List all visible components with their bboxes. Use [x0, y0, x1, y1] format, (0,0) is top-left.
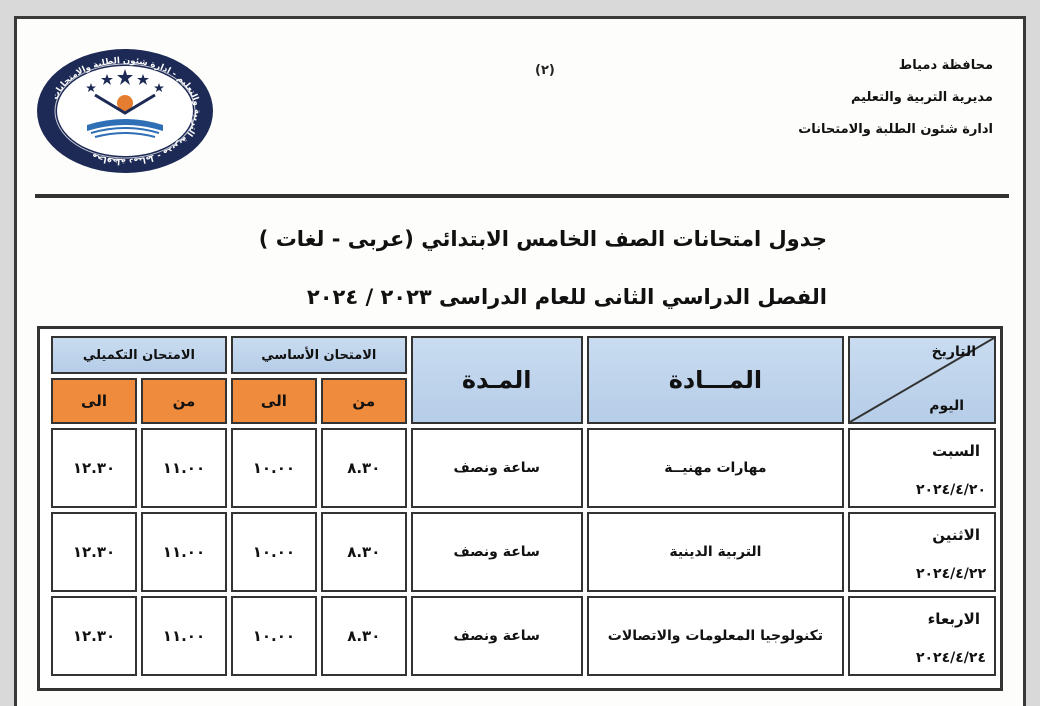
date-header-label: التاريخ [931, 344, 976, 360]
makeup-from-cell: ١١.٠٠ [141, 596, 227, 676]
date-day-header [848, 336, 996, 424]
basic-to-cell: ١٠.٠٠ [231, 428, 317, 508]
subject-cell: مهارات مهنيــة [587, 428, 845, 508]
basic-from-cell: ٨.٣٠ [321, 428, 407, 508]
makeup-exam-header: الامتحان التكميلي [51, 336, 227, 374]
document-subtitle: الفصل الدراسي الثانى للعام الدراسى ٢٠٢٣ / ٢٠٢٤ [306, 285, 827, 309]
logo-ring-text: محافظة دمياط - مديرية التربية والتعليم - ادارة شئون الطلبة والامتحانات [50, 55, 203, 167]
subject-cell: تكنولوجيا المعلومات والاتصالات [587, 596, 845, 676]
document-title: جدول امتحانات الصف الخامس الابتدائي (عربى - لغات ) [258, 227, 827, 251]
document-page [14, 16, 1026, 706]
makeup-to-header: الى [51, 378, 137, 424]
basic-to-cell: ١٠.٠٠ [231, 512, 317, 592]
day-label: السبت [931, 442, 980, 460]
duration-header: المـدة [411, 336, 583, 424]
department-line: ادارة شئون الطلبة والامتحانات [798, 122, 993, 137]
basic-from-cell: ٨.٣٠ [321, 512, 407, 592]
basic-to-cell: ١٠.٠٠ [231, 596, 317, 676]
makeup-to-cell: ١٢.٣٠ [51, 596, 137, 676]
basic-to-header: الى [231, 378, 317, 424]
duration-cell: ساعة ونصف [411, 596, 583, 676]
header-divider [35, 194, 1009, 198]
directorate-line: مديرية التربية والتعليم [850, 90, 993, 105]
day-label: الاثنين [932, 526, 980, 544]
day-date-cell [848, 596, 996, 676]
day-label: الاربعاء [927, 610, 980, 628]
day-date-cell [848, 512, 996, 592]
makeup-to-cell: ١٢.٣٠ [51, 512, 137, 592]
basic-from-cell: ٨.٣٠ [321, 596, 407, 676]
page-number: (٢) [535, 63, 555, 78]
basic-from-header: من [321, 378, 407, 424]
basic-exam-header: الامتحان الأساسي [231, 336, 407, 374]
makeup-from-cell: ١١.٠٠ [141, 428, 227, 508]
subject-cell: التربية الدينية [587, 512, 845, 592]
day-date-cell [848, 428, 996, 508]
date-label: ٢٠٢٤/٤/٢٤ [915, 650, 986, 666]
governorate-line: محافظة دمياط [898, 58, 993, 73]
makeup-from-cell: ١١.٠٠ [141, 512, 227, 592]
department-seal-logo [35, 47, 215, 175]
issuer-header [798, 59, 993, 155]
date-label: ٢٠٢٤/٤/٢٢ [915, 566, 986, 582]
makeup-from-header: من [141, 378, 227, 424]
makeup-to-cell: ١٢.٣٠ [51, 428, 137, 508]
table-row [51, 512, 996, 592]
table-row [51, 596, 996, 676]
date-label: ٢٠٢٤/٤/٢٠ [915, 482, 986, 498]
day-header-label: اليوم [929, 398, 964, 414]
duration-cell: ساعة ونصف [411, 512, 583, 592]
table-row [51, 428, 996, 508]
subject-header: المـــادة [587, 336, 845, 424]
exam-schedule-table [37, 326, 1003, 691]
duration-cell: ساعة ونصف [411, 428, 583, 508]
